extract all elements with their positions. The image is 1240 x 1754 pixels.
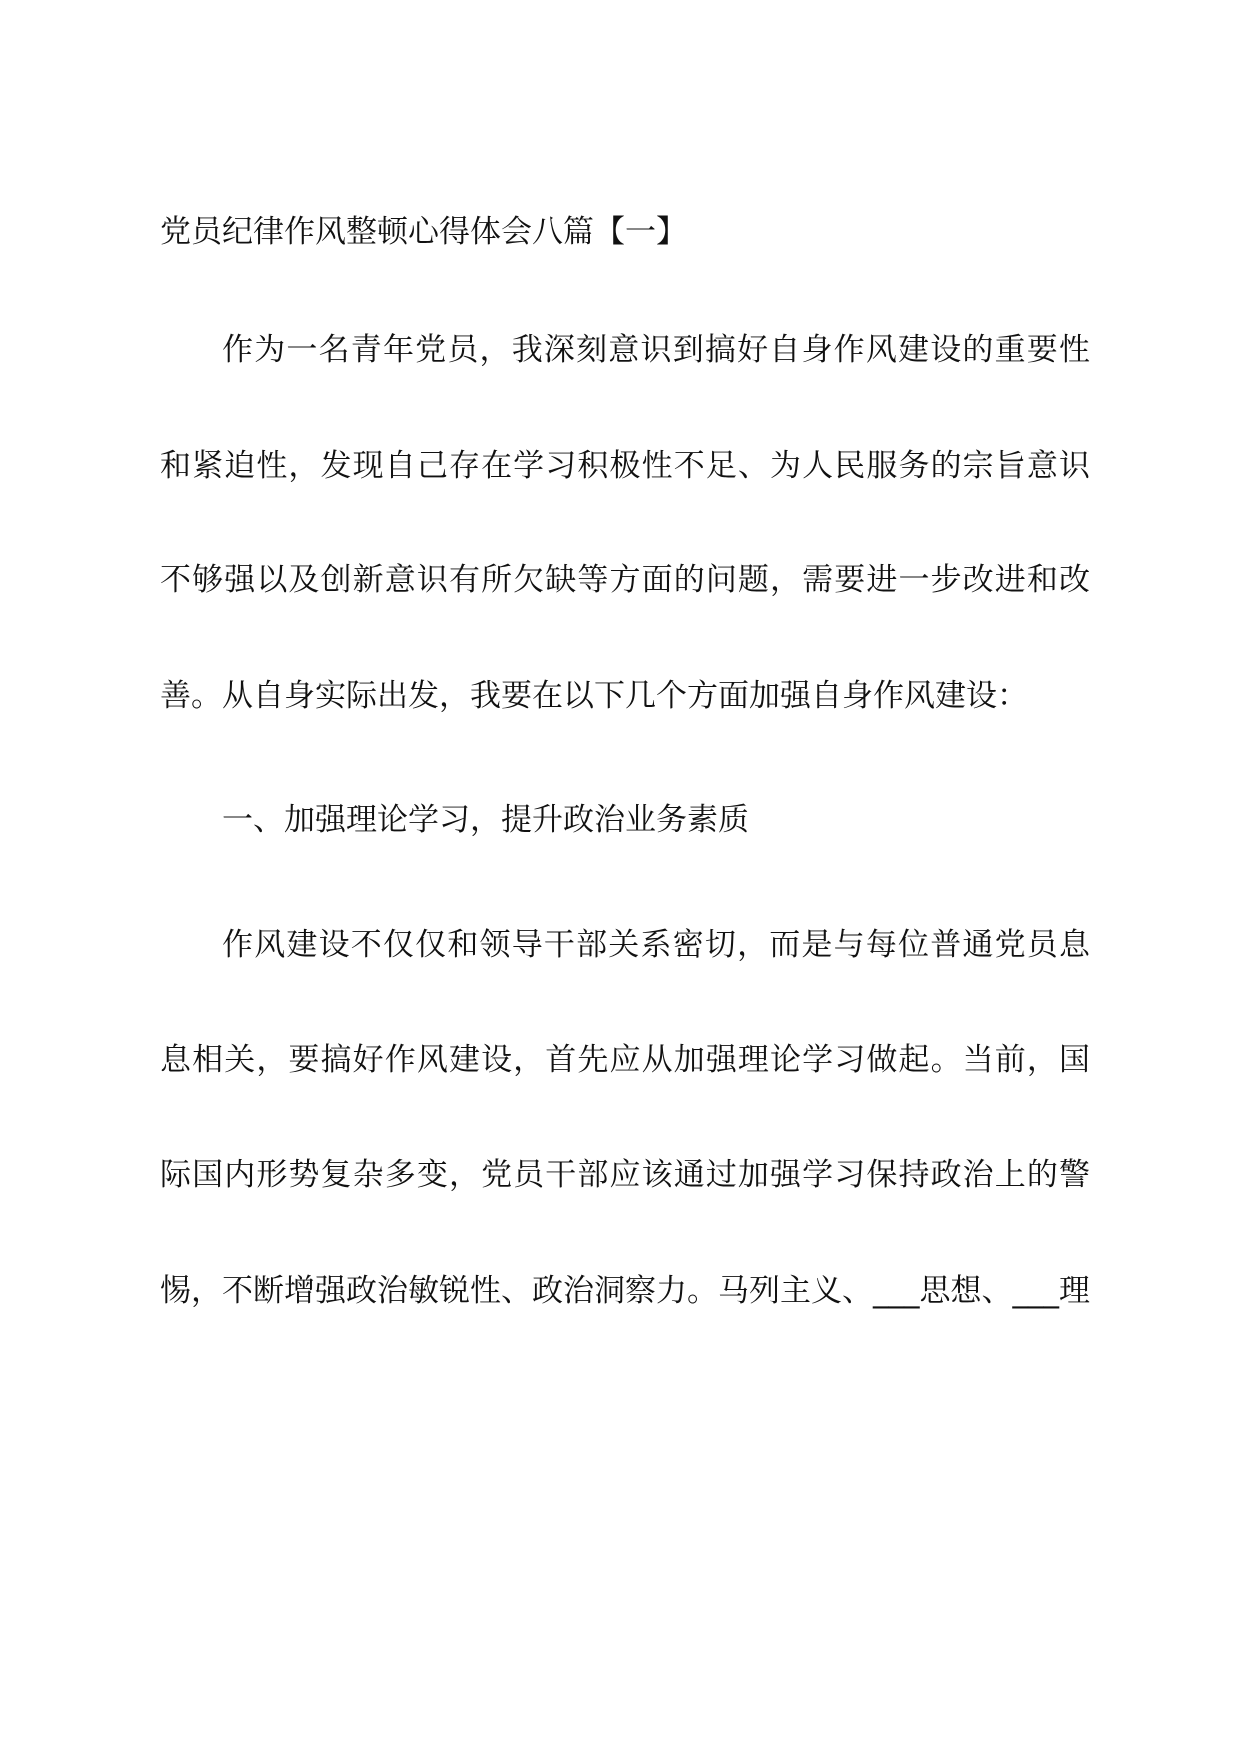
paragraph-1-line-3: 不够强以及创新意识有所欠缺等方面的问题，需要进一步改进和改 bbox=[160, 562, 1090, 598]
paragraph-3-line-4: 惕，不断增强政治敏锐性、政治洞察力。马列主义、___思想、___理 bbox=[160, 1273, 1090, 1309]
paragraph-3-line-3: 际国内形势复杂多变，党员干部应该通过加强学习保持政治上的警 bbox=[160, 1157, 1090, 1193]
paragraph-1-line-4: 善。从自身实际出发，我要在以下几个方面加强自身作风建设： bbox=[160, 678, 1028, 714]
paragraph-1-line-2: 和紧迫性，发现自己存在学习积极性不足、为人民服务的宗旨意识 bbox=[160, 448, 1090, 484]
paragraph-3-line-1: 作风建设不仅仅和领导干部关系密切，而是与每位普通党员息 bbox=[222, 927, 1090, 963]
document-title: 党员纪律作风整顿心得体会八篇【一】 bbox=[160, 214, 687, 250]
paragraph-1-line-1: 作为一名青年党员，我深刻意识到搞好自身作风建设的重要性 bbox=[222, 332, 1090, 368]
paragraph-3-line-2: 息相关，要搞好作风建设，首先应从加强理论学习做起。当前，国 bbox=[160, 1042, 1090, 1078]
section-heading-1: 一、加强理论学习，提升政治业务素质 bbox=[222, 802, 749, 838]
